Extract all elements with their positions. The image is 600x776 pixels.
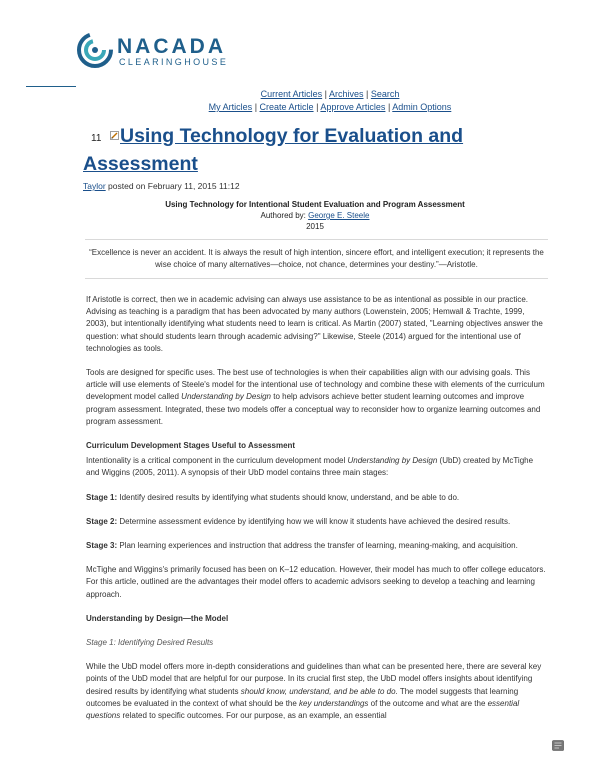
paragraph: Intentionality is a critical component in the curriculum development model Understanding by Design (UbD) created by McTighe and Wiggins (2005, 2011). A synopsis of their UbD model contains three main stages: [86, 456, 534, 478]
paragraph: McTighe and Wiggins's primarily focused has been on K–12 education. However, their model has much to offer college educators. For this article, outlined are the advantages their model offers to academic advisors seeking to develop a teaching and learning approach. [86, 565, 546, 599]
epigraph-quote: “Excellence is never an accident. It is always the result of high intention, sincere effort, and intelligent execution; it represents the wise choice of many alternatives—choice, not chance, determines your destiny.”—Aristotle. [85, 239, 548, 279]
stage-2-item: Stage 2: Determine assessment evidence by identifying how we will know it students have achieved the desired results. [86, 516, 511, 526]
nav-row-primary [0, 89, 600, 100]
posted-date: posted on February 11, 2015 11:12 [105, 181, 240, 191]
header-divider [26, 86, 76, 87]
nav-create-article[interactable]: Create Article [259, 102, 314, 112]
nav-my-articles[interactable]: My Articles [208, 102, 253, 112]
notes-icon[interactable] [552, 740, 564, 751]
authored-by-label: Authored by: [260, 211, 309, 220]
nav-separator: | [363, 89, 371, 99]
paragraph: While the UbD model offers more in-depth considerations and guidelines than what can be presented here, there are several key points of the UbD model that are helpful for our purpose. In its crucial first step, the UbD model offers insights about identifying desired results by identifying what students should know, understand, and be able to do. The model suggests that learning outcomes be evaluated in the context of what should be the key understandings of the outcome and what are the essential questions related to specific outcomes. For our purpose, as an example, an essential [86, 662, 542, 721]
nav-row-secondary [0, 102, 600, 113]
authored-by-line [85, 211, 545, 221]
nav-current-articles[interactable]: Current Articles [260, 89, 323, 99]
section-heading: Understanding by Design—the Model [86, 613, 229, 623]
document-year: 2015 [306, 222, 324, 231]
article-number: 11 [91, 133, 102, 144]
nav-search[interactable]: Search [370, 89, 400, 99]
stage-3-item: Stage 3: Plan learning experiences and instruction that address the transfer of learning, meaning-making, and acquisition. [86, 541, 518, 551]
article-body [86, 294, 548, 734]
document-title: Using Technology for Intentional Student Evaluation and Program Assessment [165, 200, 465, 209]
author-link[interactable]: Taylor [83, 181, 106, 191]
byline [83, 181, 240, 191]
subsection-heading: Stage 1: Identifying Desired Results [86, 638, 214, 648]
article-title[interactable]: Using Technology for Evaluation and Assessment [83, 125, 464, 175]
nav-archives[interactable]: Archives [328, 89, 364, 99]
stage-1-item: Stage 1: Identify desired results by identifying what students should know, understand, and be able to do. [86, 492, 460, 502]
document-author-link[interactable]: George E. Steele [308, 211, 370, 220]
nav-admin-options[interactable]: Admin Options [392, 102, 452, 112]
nacada-logo[interactable] [77, 30, 237, 70]
logo-subtitle: CLEARINGHOUSE [119, 57, 229, 67]
paragraph: If Aristotle is correct, then we in academic advising can always use assistance to be as intentional as possible in our practice. Advising as teaching is a paradigm that has been advocated by many authors (Lowenstein, 2005; Hemwall & Trachte, 1999, 2003), but intentionally identifying what students need to learn is critical. As Martin (2007) stated, "Learning objectives answer the question: what should students learn through academic advising?" Likewise, Steele (2014) argued for the intentional use of technologies as tools. [86, 295, 543, 353]
nacada-logo-icon [77, 32, 113, 68]
section-heading: Curriculum Development Stages Useful to Assessment [86, 441, 296, 451]
nav-separator: | [313, 102, 321, 112]
logo-wordmark: NACADA [117, 35, 226, 58]
nav-separator: | [252, 102, 260, 112]
nav-separator: | [322, 89, 329, 99]
paragraph: Tools are designed for specific uses. The best use of technologies is when their capabilities align with our advising goals. This article will use elements of Steele's model for the intentional use of technology and combine these with elements of the curriculum development model called Understanding by Design to help advisors achieve better student learning outcomes and improve program assessment. Integrated, these two models offer a conceptual way to reconsider how to organize learning outcomes and program assessment. [86, 368, 545, 426]
nav-approve-articles[interactable]: Approve Articles [320, 102, 386, 112]
nav-separator: | [385, 102, 393, 112]
